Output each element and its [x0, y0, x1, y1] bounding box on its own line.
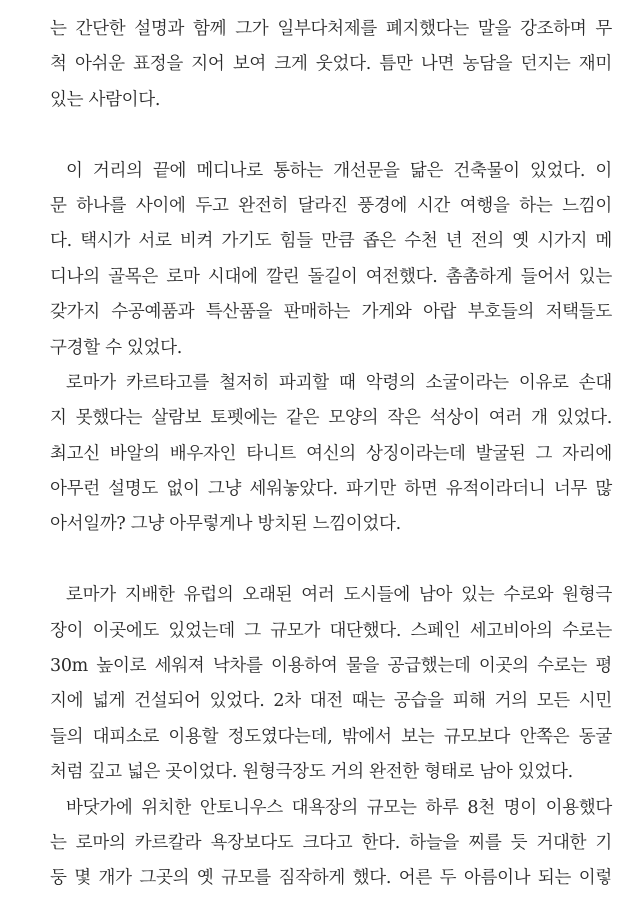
paragraph-gap	[50, 118, 612, 153]
paragraph	[50, 791, 612, 897]
text-line: 아무런 설명도 없이 그냥 세워놓았다. 파기만 하면 유적이라더니 너무 많	[50, 479, 612, 500]
text-line: 다. 택시가 서로 비켜 가기도 힘들 만큼 좁은 수천 년 전의 옛 시가지 메	[50, 231, 612, 252]
text-line: 이 거리의 끝에 메디나로 통하는 개선문을 닮은 건축물이 있었다. 이	[66, 160, 612, 181]
text-line: 로마가 지배한 유럽의 오래된 여러 도시들에 남아 있는 수로와 원형극	[66, 585, 612, 606]
text-line: 로마가 카르타고를 철저히 파괴할 때 악령의 소굴이라는 이유로 손대	[66, 372, 612, 393]
text-line: 는 로마의 카르칼라 욕장보다도 크다고 한다. 하늘을 찌를 듯 거대한 기	[50, 832, 612, 853]
text-line: 갖가지 수공예품과 특산품을 판매하는 가게와 아랍 부호들의 저택들도	[50, 302, 612, 323]
paragraph	[50, 366, 612, 543]
text-line: 지 못했다는 살람보 토펫에는 같은 모양의 작은 석상이 여러 개 있었다.	[50, 408, 612, 429]
text-line: 디나의 골목은 로마 시대에 깔린 돌길이 여전했다. 촘촘하게 들어서 있는	[50, 266, 612, 287]
text-line: 는 간단한 설명과 함께 그가 일부다처제를 폐지했다는 말을 강조하며 무	[50, 19, 612, 39]
text-line: 둥 몇 개가 그곳의 옛 규모를 짐작하게 했다. 어른 두 아름이나 되는 이렇	[50, 868, 612, 889]
document-page	[50, 12, 612, 897]
paragraph	[50, 154, 612, 366]
text-line: 구경할 수 있었다.	[50, 337, 183, 358]
text-line: 있는 사람이다.	[50, 89, 161, 110]
text-line: 척 아쉬운 표정을 지어 보여 크게 웃었다. 틈만 나면 농담을 던지는 재미	[50, 54, 612, 75]
paragraph	[50, 578, 612, 790]
text-line: 지에 넓게 건설되어 있었다. 2차 대전 때는 공습을 피해 거의 모든 시민	[50, 691, 612, 712]
text-line: 장이 이곳에도 있었는데 그 규모가 대단했다. 스페인 세고비아의 수로는	[50, 620, 612, 641]
text-line: 바닷가에 위치한 안토니우스 대욕장의 규모는 하루 8천 명이 이용했다	[66, 797, 612, 818]
text-line: 처럼 깊고 넓은 곳이었다. 원형극장도 거의 완전한 형태로 남아 있었다.	[50, 762, 573, 783]
paragraph	[50, 12, 612, 118]
text-line: 들의 대피소로 이용할 정도였다는데, 밖에서 보는 규모보다 안쪽은 동굴	[50, 726, 612, 747]
text-line: 아서일까? 그냥 아무렇게나 방치된 느낌이었다.	[50, 514, 401, 535]
text-line: 30m 높이로 세워져 낙차를 이용하여 물을 공급했는데 이곳의 수로는 평	[50, 656, 612, 677]
paragraph-gap	[50, 543, 612, 578]
text-line: 문 하나를 사이에 두고 완전히 달라진 풍경에 시간 여행을 하는 느낌이	[50, 195, 612, 216]
text-line: 최고신 바알의 배우자인 타니트 여신의 상징이라는데 발굴된 그 자리에	[50, 443, 612, 464]
